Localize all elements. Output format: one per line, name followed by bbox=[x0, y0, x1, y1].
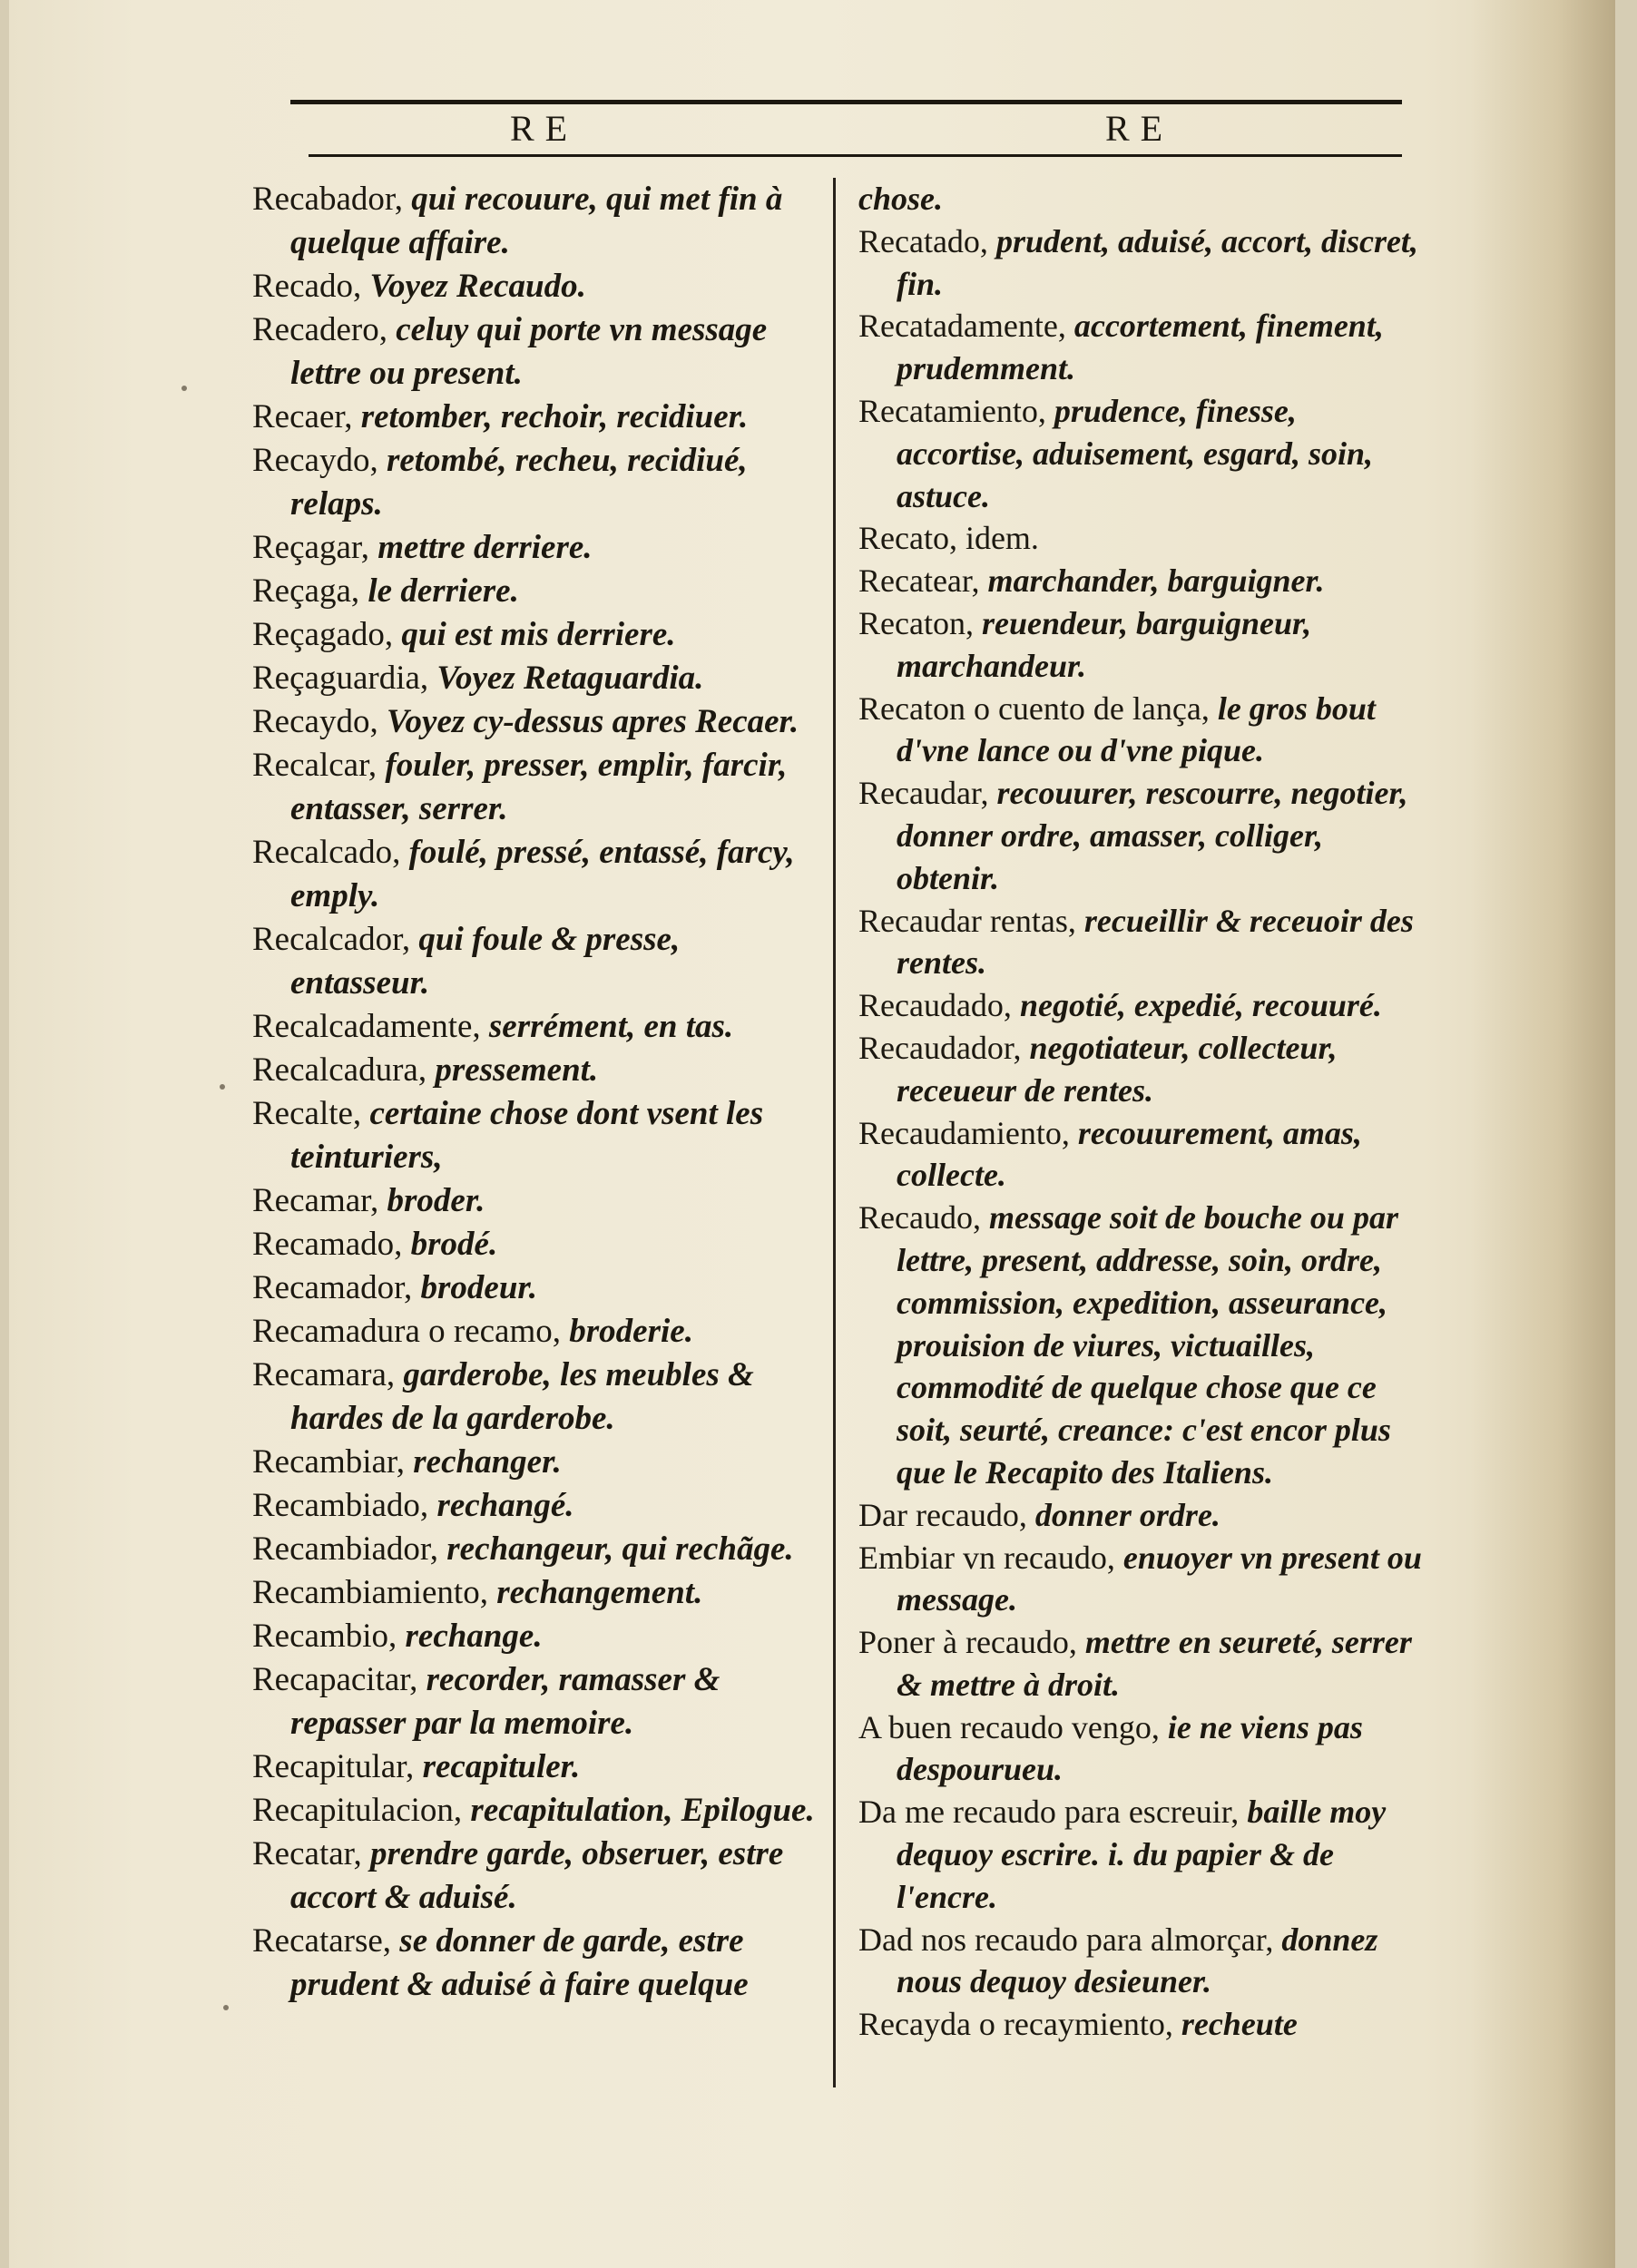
entry-translation: negotiateur, collecteur, receueur de rentes. bbox=[897, 1029, 1338, 1109]
entry-headword: Recambiado, bbox=[252, 1487, 429, 1524]
entry-headword: Recato, idem. bbox=[858, 520, 1039, 557]
dictionary-entry bbox=[252, 1484, 824, 1528]
entry-translation: se donner de garde, estre prudent & aduisé à faire quelque bbox=[290, 1922, 749, 2003]
entry-translation: Voyez cy-dessus apres Recaer. bbox=[386, 703, 799, 740]
entry-translation: garderobe, les meubles & hardes de la garderobe. bbox=[290, 1356, 754, 1437]
dictionary-entry bbox=[252, 657, 824, 700]
print-speck bbox=[220, 1084, 225, 1090]
entry-translation: rechangement. bbox=[496, 1574, 703, 1611]
entry-headword: Recamador, bbox=[252, 1269, 413, 1306]
entry-translation: pressement. bbox=[435, 1051, 599, 1089]
entry-translation: qui foule & presse, entasseur. bbox=[290, 921, 681, 1002]
entry-headword: Recalcado, bbox=[252, 834, 401, 871]
entry-headword: Dar recaudo, bbox=[858, 1496, 1027, 1533]
running-head-right: RE bbox=[1105, 108, 1174, 149]
dictionary-entry bbox=[252, 1571, 824, 1615]
entry-headword: Recabador, bbox=[252, 181, 403, 218]
dictionary-entry bbox=[858, 220, 1430, 306]
dictionary-entry bbox=[858, 602, 1430, 688]
dictionary-entry bbox=[858, 1112, 1430, 1198]
dictionary-entry bbox=[858, 688, 1430, 773]
entry-translation: brodé. bbox=[410, 1226, 498, 1263]
dictionary-entry bbox=[252, 178, 824, 265]
left-column bbox=[252, 178, 824, 2007]
entry-translation: recheute bbox=[1181, 2006, 1298, 2043]
entry-translation: marchander, barguigner. bbox=[987, 562, 1325, 600]
entry-headword: Recambio, bbox=[252, 1618, 397, 1655]
entry-translation: mettre en seureté, serrer & mettre à droit. bbox=[897, 1624, 1412, 1703]
entry-headword: Reçaga, bbox=[252, 572, 360, 610]
dictionary-entry bbox=[252, 613, 824, 657]
entry-translation: le gros bout d'vne lance ou d'vne pique. bbox=[897, 689, 1376, 769]
dictionary-entry bbox=[858, 178, 1430, 220]
dictionary-entry bbox=[858, 1197, 1430, 1494]
dictionary-entry bbox=[858, 517, 1430, 560]
entry-headword: Recambiamiento, bbox=[252, 1574, 488, 1611]
entry-headword: Recaudar, bbox=[858, 775, 989, 812]
right-column bbox=[858, 178, 1430, 2046]
entry-translation: baille moy dequoy escrire. i. du papier & de l'encre. bbox=[897, 1794, 1387, 1915]
dictionary-entry bbox=[252, 1658, 824, 1745]
entry-translation: prudence, finesse, accortise, aduisement, esgard, soin, astuce. bbox=[897, 392, 1374, 514]
entry-headword: Recaudamiento, bbox=[858, 1114, 1070, 1151]
dictionary-entry bbox=[858, 1706, 1430, 1792]
dictionary-entry bbox=[858, 900, 1430, 985]
entry-headword: Recatar, bbox=[252, 1835, 362, 1872]
dictionary-entry bbox=[858, 305, 1430, 390]
dictionary-entry bbox=[858, 984, 1430, 1027]
entry-headword: Recapitulacion, bbox=[252, 1792, 463, 1829]
dictionary-entry bbox=[252, 1005, 824, 1049]
entry-translation: negotié, expedié, recouuré. bbox=[1019, 987, 1382, 1024]
entry-headword: Recaydo, bbox=[252, 703, 378, 740]
dictionary-entry bbox=[252, 1745, 824, 1789]
dictionary-entry bbox=[858, 1621, 1430, 1706]
entry-headword: Recatado, bbox=[858, 222, 988, 259]
dictionary-entry bbox=[252, 831, 824, 918]
entry-translation: foulé, pressé, entassé, farcy, emply. bbox=[290, 834, 795, 914]
entry-translation: certaine chose dont vsent les teinturiers, bbox=[290, 1095, 764, 1176]
entry-translation: recapituler. bbox=[422, 1748, 581, 1785]
entry-translation: Voyez Retaguardia. bbox=[436, 660, 704, 697]
entry-headword: Recaton, bbox=[858, 604, 974, 641]
entry-translation: qui est mis derriere. bbox=[401, 616, 676, 653]
entry-headword: Recaudado, bbox=[858, 987, 1012, 1024]
dictionary-entry bbox=[252, 439, 824, 526]
dictionary-entry bbox=[252, 1179, 824, 1223]
entry-translation: recorder, ramasser & repasser par la memoire. bbox=[290, 1661, 720, 1742]
entry-headword: Recalcador, bbox=[252, 921, 411, 958]
entry-headword: Recamadura o recamo, bbox=[252, 1313, 562, 1350]
dictionary-entry bbox=[252, 570, 824, 613]
dictionary-entry bbox=[252, 1223, 824, 1266]
entry-headword: Recaydo, bbox=[252, 442, 378, 479]
dictionary-page bbox=[9, 0, 1615, 2268]
entry-headword: Reçagar, bbox=[252, 529, 369, 566]
dictionary-entry bbox=[252, 396, 824, 439]
print-speck bbox=[223, 2005, 229, 2010]
entry-headword: Dad nos recaudo para almorçar, bbox=[858, 1921, 1274, 1958]
running-head-left: RE bbox=[510, 108, 579, 149]
dictionary-entry bbox=[252, 1920, 824, 2007]
dictionary-entry bbox=[858, 1919, 1430, 2004]
entry-headword: A buen recaudo vengo, bbox=[858, 1708, 1160, 1745]
dictionary-entry bbox=[252, 1441, 824, 1484]
entry-headword: Recalcadura, bbox=[252, 1051, 427, 1089]
entry-headword: Recaer, bbox=[252, 398, 353, 435]
dictionary-entry bbox=[252, 1049, 824, 1092]
entry-translation: le derriere. bbox=[368, 572, 519, 610]
dictionary-entry bbox=[252, 700, 824, 744]
entry-translation: chose. bbox=[858, 181, 943, 217]
dictionary-entry bbox=[252, 1615, 824, 1658]
entry-headword: Recayda o recaymiento, bbox=[858, 2006, 1173, 2043]
column-divider bbox=[833, 178, 836, 2087]
entry-headword: Recalcar, bbox=[252, 747, 377, 784]
entry-translation: rechange. bbox=[405, 1618, 543, 1655]
entry-headword: Recamar, bbox=[252, 1182, 379, 1219]
entry-translation: message soit de bouche ou par lettre, present, addresse, soin, ordre, commission, expedition, asseurance, prouision de viures, victuailles, commodité de quelque chose que ce soit, seurté, creance: c'est encor plus que le Recapito des Italiens. bbox=[897, 1199, 1398, 1491]
entry-headword: Recadero, bbox=[252, 311, 387, 348]
entry-translation: donner ordre. bbox=[1034, 1496, 1220, 1533]
dictionary-entry bbox=[858, 2003, 1430, 2046]
dictionary-entry bbox=[252, 308, 824, 396]
dictionary-entry bbox=[858, 1791, 1430, 1918]
dictionary-entry bbox=[858, 1494, 1430, 1537]
entry-headword: Recapitular, bbox=[252, 1748, 415, 1785]
dictionary-entry bbox=[252, 1528, 824, 1571]
entry-translation: retomber, rechoir, recidiuer. bbox=[360, 398, 749, 435]
entry-translation: enuoyer vn present ou message. bbox=[897, 1539, 1422, 1618]
entry-translation: broder. bbox=[387, 1182, 485, 1219]
entry-headword: Reçaguardia, bbox=[252, 660, 429, 697]
entry-translation: retombé, recheu, recidiué, relaps. bbox=[290, 442, 748, 523]
dictionary-entry bbox=[252, 918, 824, 1005]
entry-translation: accortement, finement, prudemment. bbox=[897, 308, 1384, 387]
entry-headword: Recatarse, bbox=[252, 1922, 392, 1960]
dictionary-entry bbox=[252, 1092, 824, 1179]
entry-headword: Recatadamente, bbox=[858, 308, 1066, 345]
dictionary-entry bbox=[252, 744, 824, 831]
entry-translation: Voyez Recaudo. bbox=[369, 268, 586, 305]
page-edge-stain bbox=[1470, 0, 1615, 2268]
entry-headword: Recaudador, bbox=[858, 1029, 1022, 1066]
entry-headword: Recamado, bbox=[252, 1226, 403, 1263]
entry-headword: Recamara, bbox=[252, 1356, 396, 1393]
entry-translation: mettre derriere. bbox=[377, 529, 593, 566]
entry-headword: Recado, bbox=[252, 268, 362, 305]
entry-headword: Recaudar rentas, bbox=[858, 902, 1076, 939]
dictionary-entry bbox=[858, 1027, 1430, 1112]
dictionary-entry bbox=[252, 1310, 824, 1354]
header-rule bbox=[290, 100, 1402, 104]
entry-headword: Reçagado, bbox=[252, 616, 394, 653]
entry-headword: Recambiador, bbox=[252, 1530, 439, 1568]
header-underline bbox=[309, 154, 1402, 157]
entry-translation: recouurer, rescourre, negotier, donner ordre, amasser, colliger, obtenir. bbox=[897, 775, 1408, 896]
dictionary-entry bbox=[252, 1354, 824, 1441]
entry-translation: rechangeur, qui rechãge. bbox=[446, 1530, 794, 1568]
entry-translation: brodeur. bbox=[420, 1269, 538, 1306]
entry-translation: ie ne viens pas despourueu. bbox=[897, 1708, 1363, 1788]
entry-headword: Recatamiento, bbox=[858, 392, 1046, 429]
entry-translation: fouler, presser, emplir, farcir, entasser, serrer. bbox=[290, 747, 788, 827]
entry-translation: celuy qui porte vn message lettre ou present. bbox=[290, 311, 768, 392]
dictionary-entry bbox=[858, 1537, 1430, 1622]
entry-headword: Recaton o cuento de lança, bbox=[858, 689, 1210, 727]
entry-translation: recueillir & receuoir des rentes. bbox=[897, 902, 1414, 982]
entry-translation: reuendeur, barguigneur, marchandeur. bbox=[897, 604, 1312, 684]
entry-headword: Recambiar, bbox=[252, 1443, 406, 1481]
entry-translation: serrément, en tas. bbox=[488, 1008, 734, 1045]
entry-headword: Poner à recaudo, bbox=[858, 1624, 1077, 1661]
dictionary-entry bbox=[858, 560, 1430, 602]
entry-translation: qui recouure, qui met fin à quelque affaire. bbox=[290, 181, 783, 261]
entry-translation: rechanger. bbox=[413, 1443, 562, 1481]
entry-headword: Recalte, bbox=[252, 1095, 362, 1132]
entry-headword: Recaudo, bbox=[858, 1199, 981, 1237]
dictionary-entry bbox=[252, 526, 824, 570]
dictionary-entry bbox=[858, 772, 1430, 899]
entry-translation: prudent, aduisé, accort, discret, fin. bbox=[897, 222, 1418, 302]
dictionary-entry bbox=[252, 1833, 824, 1920]
entry-translation: prendre garde, obseruer, estre accort & aduisé. bbox=[290, 1835, 784, 1916]
entry-translation: recouurement, amas, collecte. bbox=[897, 1114, 1362, 1194]
dictionary-entry bbox=[858, 390, 1430, 517]
entry-headword: Da me recaudo para escreuir, bbox=[858, 1794, 1240, 1831]
entry-headword: Embiar vn recaudo, bbox=[858, 1539, 1115, 1576]
dictionary-entry bbox=[252, 265, 824, 308]
entry-translation: broderie. bbox=[569, 1313, 693, 1350]
entry-translation: rechangé. bbox=[436, 1487, 574, 1524]
print-speck bbox=[181, 386, 187, 391]
entry-translation: recapitulation, Epilogue. bbox=[470, 1792, 815, 1829]
entry-headword: Recatear, bbox=[858, 562, 980, 600]
dictionary-entry bbox=[252, 1266, 824, 1310]
dictionary-entry bbox=[252, 1789, 824, 1833]
entry-headword: Recalcadamente, bbox=[252, 1008, 481, 1045]
entry-headword: Recapacitar, bbox=[252, 1661, 418, 1698]
entry-translation: donnez nous dequoy desieuner. bbox=[897, 1921, 1378, 2000]
